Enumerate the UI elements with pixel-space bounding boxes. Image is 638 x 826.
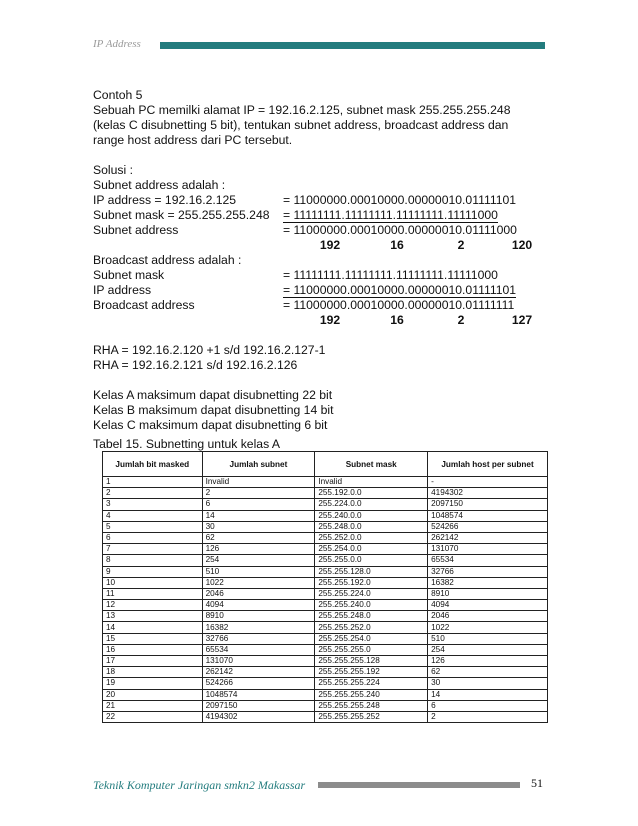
column-header: Jumlah subnet <box>202 452 315 477</box>
table-cell: 62 <box>428 667 548 678</box>
table-row <box>103 656 548 667</box>
table-cell: 510 <box>202 566 315 577</box>
table-cell: 255.255.255.192 <box>315 667 428 678</box>
calc-label: Subnet address <box>93 223 179 237</box>
table-cell: 8910 <box>202 611 315 622</box>
table-cell: 255.255.128.0 <box>315 566 428 577</box>
calc-row <box>93 268 553 283</box>
table-row <box>103 700 548 711</box>
table-cell: 262142 <box>202 667 315 678</box>
calc-label: IP address <box>93 283 152 297</box>
table-cell: 4094 <box>428 600 548 611</box>
table-row <box>103 689 548 700</box>
table-cell: 255.255.248.0 <box>315 611 428 622</box>
table-cell: 30 <box>428 678 548 689</box>
table-cell: 14 <box>103 622 203 633</box>
table-cell: 2 <box>428 711 548 722</box>
page-number: 51 <box>531 776 543 790</box>
table-cell: 131070 <box>202 656 315 667</box>
table-row <box>103 633 548 644</box>
table-cell: Invalid <box>202 477 315 488</box>
table-cell: 255.255.224.0 <box>315 588 428 599</box>
table-cell: 22 <box>103 711 203 722</box>
table-cell: 62 <box>202 532 315 543</box>
table-cell: 255.192.0.0 <box>315 488 428 499</box>
table-cell: 255.248.0.0 <box>315 521 428 532</box>
table-cell: 255.255.255.0 <box>315 644 428 655</box>
decimal-row <box>93 238 553 253</box>
table-cell: 6 <box>428 700 548 711</box>
table-cell: - <box>428 477 548 488</box>
table-caption: Tabel 15. Subnetting untuk kelas A <box>93 437 281 451</box>
subnet-table <box>102 451 548 723</box>
calc-row <box>93 223 553 238</box>
table-cell: 255.255.240.0 <box>315 600 428 611</box>
table-cell: 16 <box>103 644 203 655</box>
calc-value: = 11000000.00010000.00000010.01111101 <box>283 193 517 207</box>
footer-bar <box>318 782 520 788</box>
table-cell: 15 <box>103 633 203 644</box>
question-line: range host address dari PC tersebut. <box>93 133 293 147</box>
table-cell: 6 <box>103 532 203 543</box>
header-title: IP Address <box>93 38 141 50</box>
table-cell: 254 <box>428 644 548 655</box>
table-cell: 255.255.252.0 <box>315 622 428 633</box>
solution-title: Solusi : <box>93 163 133 177</box>
table-cell: 255.224.0.0 <box>315 499 428 510</box>
decimal-octet: 192 <box>319 238 341 252</box>
table-row <box>103 577 548 588</box>
class-line: Kelas A maksimum dapat disubnetting 22 bit <box>93 388 333 402</box>
table-cell: 255.254.0.0 <box>315 544 428 555</box>
table-row <box>103 555 548 566</box>
table-header-row <box>103 452 548 477</box>
table-cell: 6 <box>202 499 315 510</box>
table-cell: 1048574 <box>202 689 315 700</box>
table-cell: Invalid <box>315 477 428 488</box>
decimal-row <box>93 313 553 328</box>
example-content <box>93 88 553 433</box>
table-cell: 131070 <box>428 544 548 555</box>
calc-row <box>93 298 553 313</box>
table-cell: 30 <box>202 521 315 532</box>
table-row <box>103 600 548 611</box>
table-cell: 8910 <box>428 588 548 599</box>
table-cell: 2 <box>103 488 203 499</box>
table-cell: 1 <box>103 477 203 488</box>
table-cell: 254 <box>202 555 315 566</box>
table-row <box>103 644 548 655</box>
decimal-octet: 16 <box>390 238 404 252</box>
example-title: Contoh 5 <box>93 88 143 102</box>
table-cell: 65534 <box>202 644 315 655</box>
question-line: (kelas C disubnetting 5 bit), tentukan subnet address, broadcast address dan <box>93 118 509 132</box>
table-cell: 255.255.255.248 <box>315 700 428 711</box>
question-line: Sebuah PC memilki alamat IP = 192.16.2.125, subnet mask 255.255.255.248 <box>93 103 511 117</box>
table-cell: 10 <box>103 577 203 588</box>
header-bar <box>160 42 545 49</box>
table-cell: 9 <box>103 566 203 577</box>
table-row <box>103 566 548 577</box>
table-cell: 255.255.255.252 <box>315 711 428 722</box>
decimal-octet: 2 <box>457 313 465 327</box>
decimal-octet: 2 <box>457 238 465 252</box>
table-cell: 21 <box>103 700 203 711</box>
table-row <box>103 532 548 543</box>
table-cell: 19 <box>103 678 203 689</box>
table-cell: 13 <box>103 611 203 622</box>
table-row <box>103 678 548 689</box>
rha-line: RHA = 192.16.2.121 s/d 192.16.2.126 <box>93 358 298 372</box>
table-cell: 510 <box>428 633 548 644</box>
table-cell: 262142 <box>428 532 548 543</box>
table-row <box>103 488 548 499</box>
table-row <box>103 477 548 488</box>
table-cell: 2097150 <box>202 700 315 711</box>
calc-label: Subnet mask <box>93 268 165 282</box>
table-row <box>103 611 548 622</box>
table-cell: 524266 <box>202 678 315 689</box>
table-cell: 1022 <box>202 577 315 588</box>
table-cell: 255.240.0.0 <box>315 510 428 521</box>
table-cell: 32766 <box>428 566 548 577</box>
table-cell: 8 <box>103 555 203 566</box>
table-cell: 4094 <box>202 600 315 611</box>
calc-value: = 11000000.00010000.00000010.01111101 <box>283 283 517 297</box>
table-cell: 16382 <box>202 622 315 633</box>
table-row <box>103 667 548 678</box>
table-cell: 32766 <box>202 633 315 644</box>
rha-line: RHA = 192.16.2.120 +1 s/d 192.16.2.127-1 <box>93 343 326 357</box>
table-cell: 255.255.254.0 <box>315 633 428 644</box>
calc-row <box>93 283 553 298</box>
table-cell: 255.252.0.0 <box>315 532 428 543</box>
calc-row <box>93 193 553 208</box>
decimal-octet: 16 <box>390 313 404 327</box>
table-cell: 126 <box>202 544 315 555</box>
decimal-octet: 192 <box>319 313 341 327</box>
table-cell: 18 <box>103 667 203 678</box>
table-cell: 1048574 <box>428 510 548 521</box>
table-cell: 11 <box>103 588 203 599</box>
class-line: Kelas B maksimum dapat disubnetting 14 bit <box>93 403 334 417</box>
table-cell: 2097150 <box>428 499 548 510</box>
calc-label: Subnet mask = 255.255.255.248 <box>93 208 270 222</box>
table-cell: 4194302 <box>428 488 548 499</box>
table-cell: 126 <box>428 656 548 667</box>
calc-value: = 11111111.11111111.11111111.11111000 <box>283 208 498 222</box>
table-row <box>103 510 548 521</box>
calc-value: = 11000000.00010000.00000010.01111111 <box>283 298 515 312</box>
table-cell: 7 <box>103 544 203 555</box>
table-cell: 255.255.192.0 <box>315 577 428 588</box>
footer-text: Teknik Komputer Jaringan smkn2 Makassar <box>93 778 306 792</box>
calc-value: = 11000000.00010000.00000010.01111000 <box>283 223 517 237</box>
column-header: Jumlah bit masked <box>103 452 203 477</box>
column-header: Jumlah host per subnet <box>428 452 548 477</box>
table-cell: 16382 <box>428 577 548 588</box>
table-cell: 3 <box>103 499 203 510</box>
table-row <box>103 588 548 599</box>
broadcast-heading: Broadcast address adalah : <box>93 253 242 267</box>
calc-label: Broadcast address <box>93 298 195 312</box>
table-row <box>103 711 548 722</box>
calc-row <box>93 208 553 223</box>
table-row <box>103 499 548 510</box>
table-row <box>103 622 548 633</box>
table-cell: 2046 <box>202 588 315 599</box>
table-cell: 2 <box>202 488 315 499</box>
calc-label: IP address = 192.16.2.125 <box>93 193 237 207</box>
subnet-heading: Subnet address adalah : <box>93 178 226 192</box>
table-cell: 14 <box>202 510 315 521</box>
table-cell: 255.255.255.224 <box>315 678 428 689</box>
class-line: Kelas C maksimum dapat disubnetting 6 bit <box>93 418 328 432</box>
table-cell: 255.255.255.240 <box>315 689 428 700</box>
column-header: Subnet mask <box>315 452 428 477</box>
table-cell: 255.255.0.0 <box>315 555 428 566</box>
table-cell: 5 <box>103 521 203 532</box>
table-cell: 2046 <box>428 611 548 622</box>
table-cell: 65534 <box>428 555 548 566</box>
table-cell: 255.255.255.128 <box>315 656 428 667</box>
decimal-octet: 120 <box>511 238 533 252</box>
decimal-octet: 127 <box>511 313 533 327</box>
table-cell: 14 <box>428 689 548 700</box>
table-cell: 20 <box>103 689 203 700</box>
table-cell: 1022 <box>428 622 548 633</box>
table-cell: 524266 <box>428 521 548 532</box>
table-cell: 17 <box>103 656 203 667</box>
table-cell: 12 <box>103 600 203 611</box>
calc-value: = 11111111.11111111.11111111.11111000 <box>283 268 498 282</box>
table-cell: 4 <box>103 510 203 521</box>
table-cell: 4194302 <box>202 711 315 722</box>
table-row <box>103 521 548 532</box>
table-row <box>103 544 548 555</box>
